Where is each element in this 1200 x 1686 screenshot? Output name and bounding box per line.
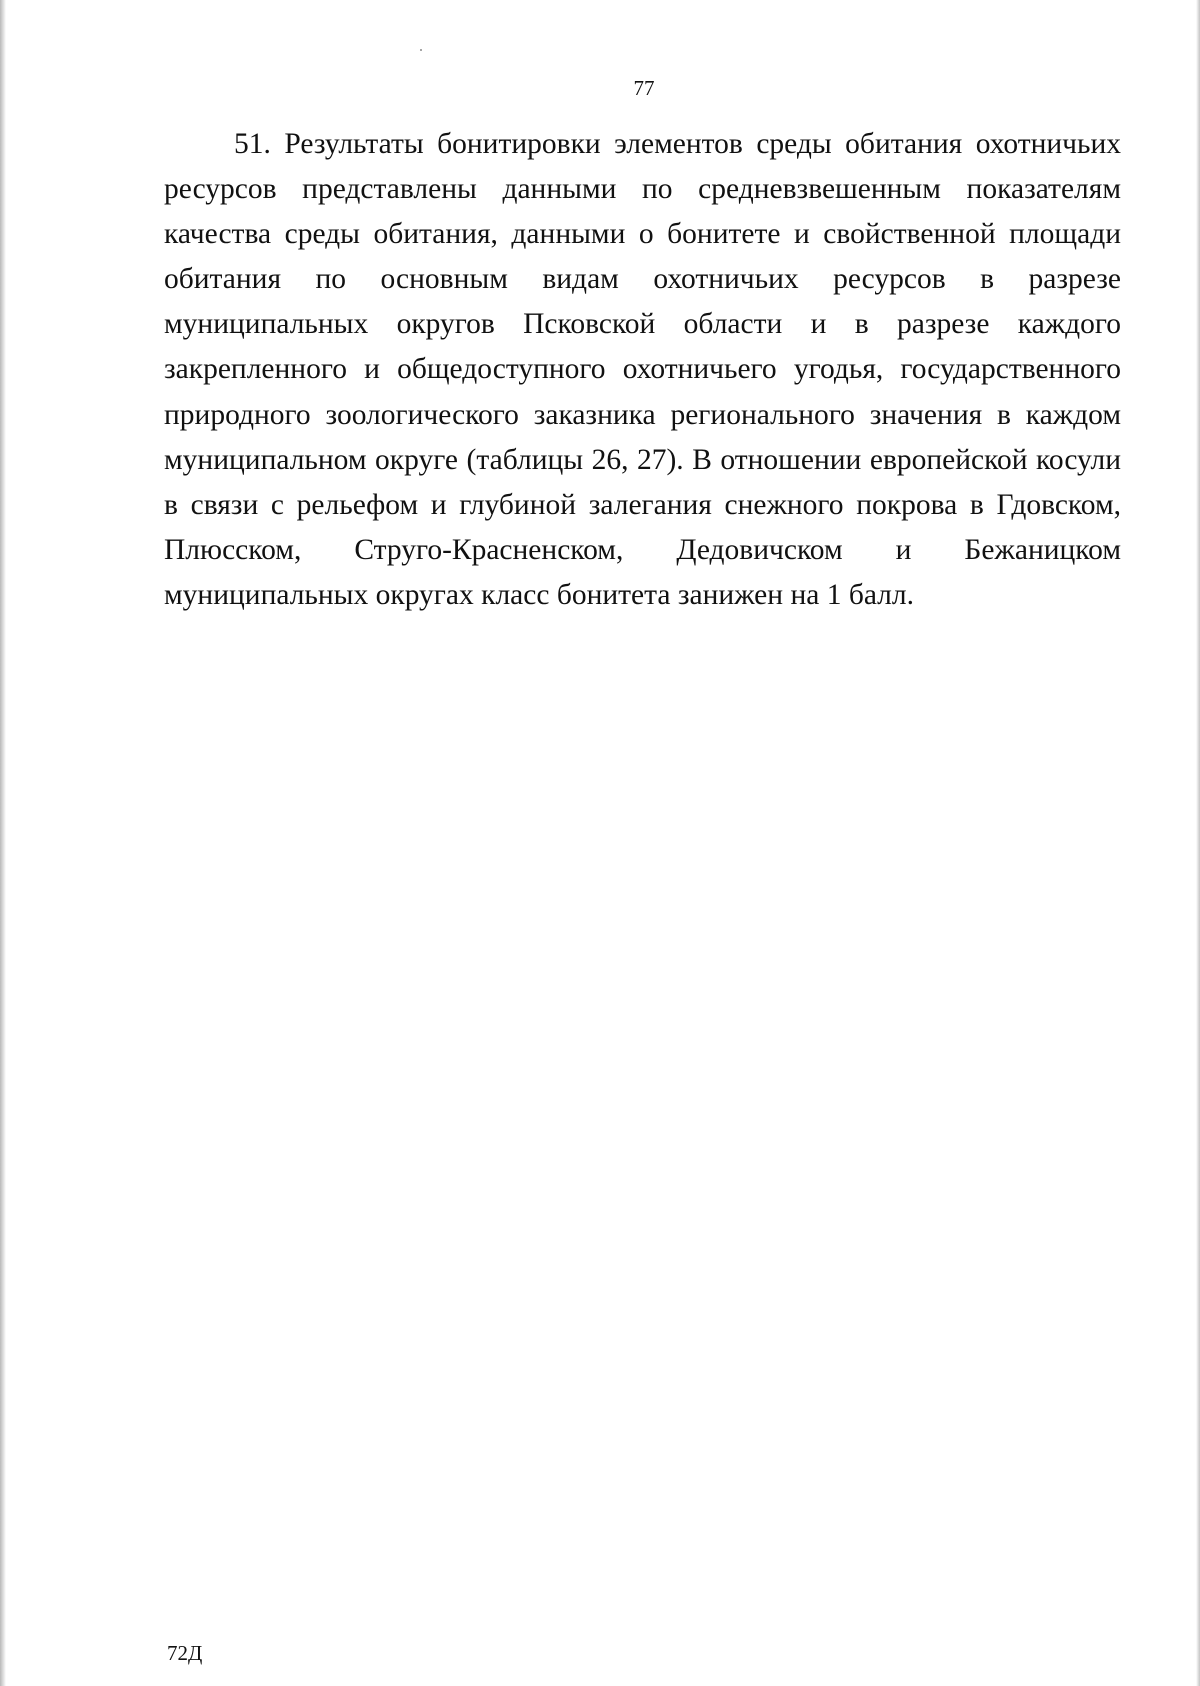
page-number: 77 (633, 76, 655, 100)
paragraph-51: 51. Результаты бонитировки элементов среды обитания охотничьих ресурсов представлены данными по средневзвешенным показателям качества среды обитания, данными о бонитете и свойственной площади обитания по основным видам охотничьих ресурсов в разрезе муниципальных округов Псковской области и в разрезе каждого закрепленного и общедоступного охотничьего угодья, государственного природного зоологического заказника регионального значения в каждом муниципальном округе (таблицы 26, 27). В отношении европейской косули в связи с рельефом и глубиной залегания снежного покрова в Гдовском, Плюсском, Струго-Красненском, Дедовичском и Бежаницком муниципальных округах класс бонитета занижен на 1 балл. (164, 128, 1121, 611)
document-code: 72Д (167, 1641, 203, 1665)
scan-speck (420, 49, 422, 51)
scan-edge-right (1196, 0, 1200, 1686)
scan-edge-left (0, 0, 6, 1686)
